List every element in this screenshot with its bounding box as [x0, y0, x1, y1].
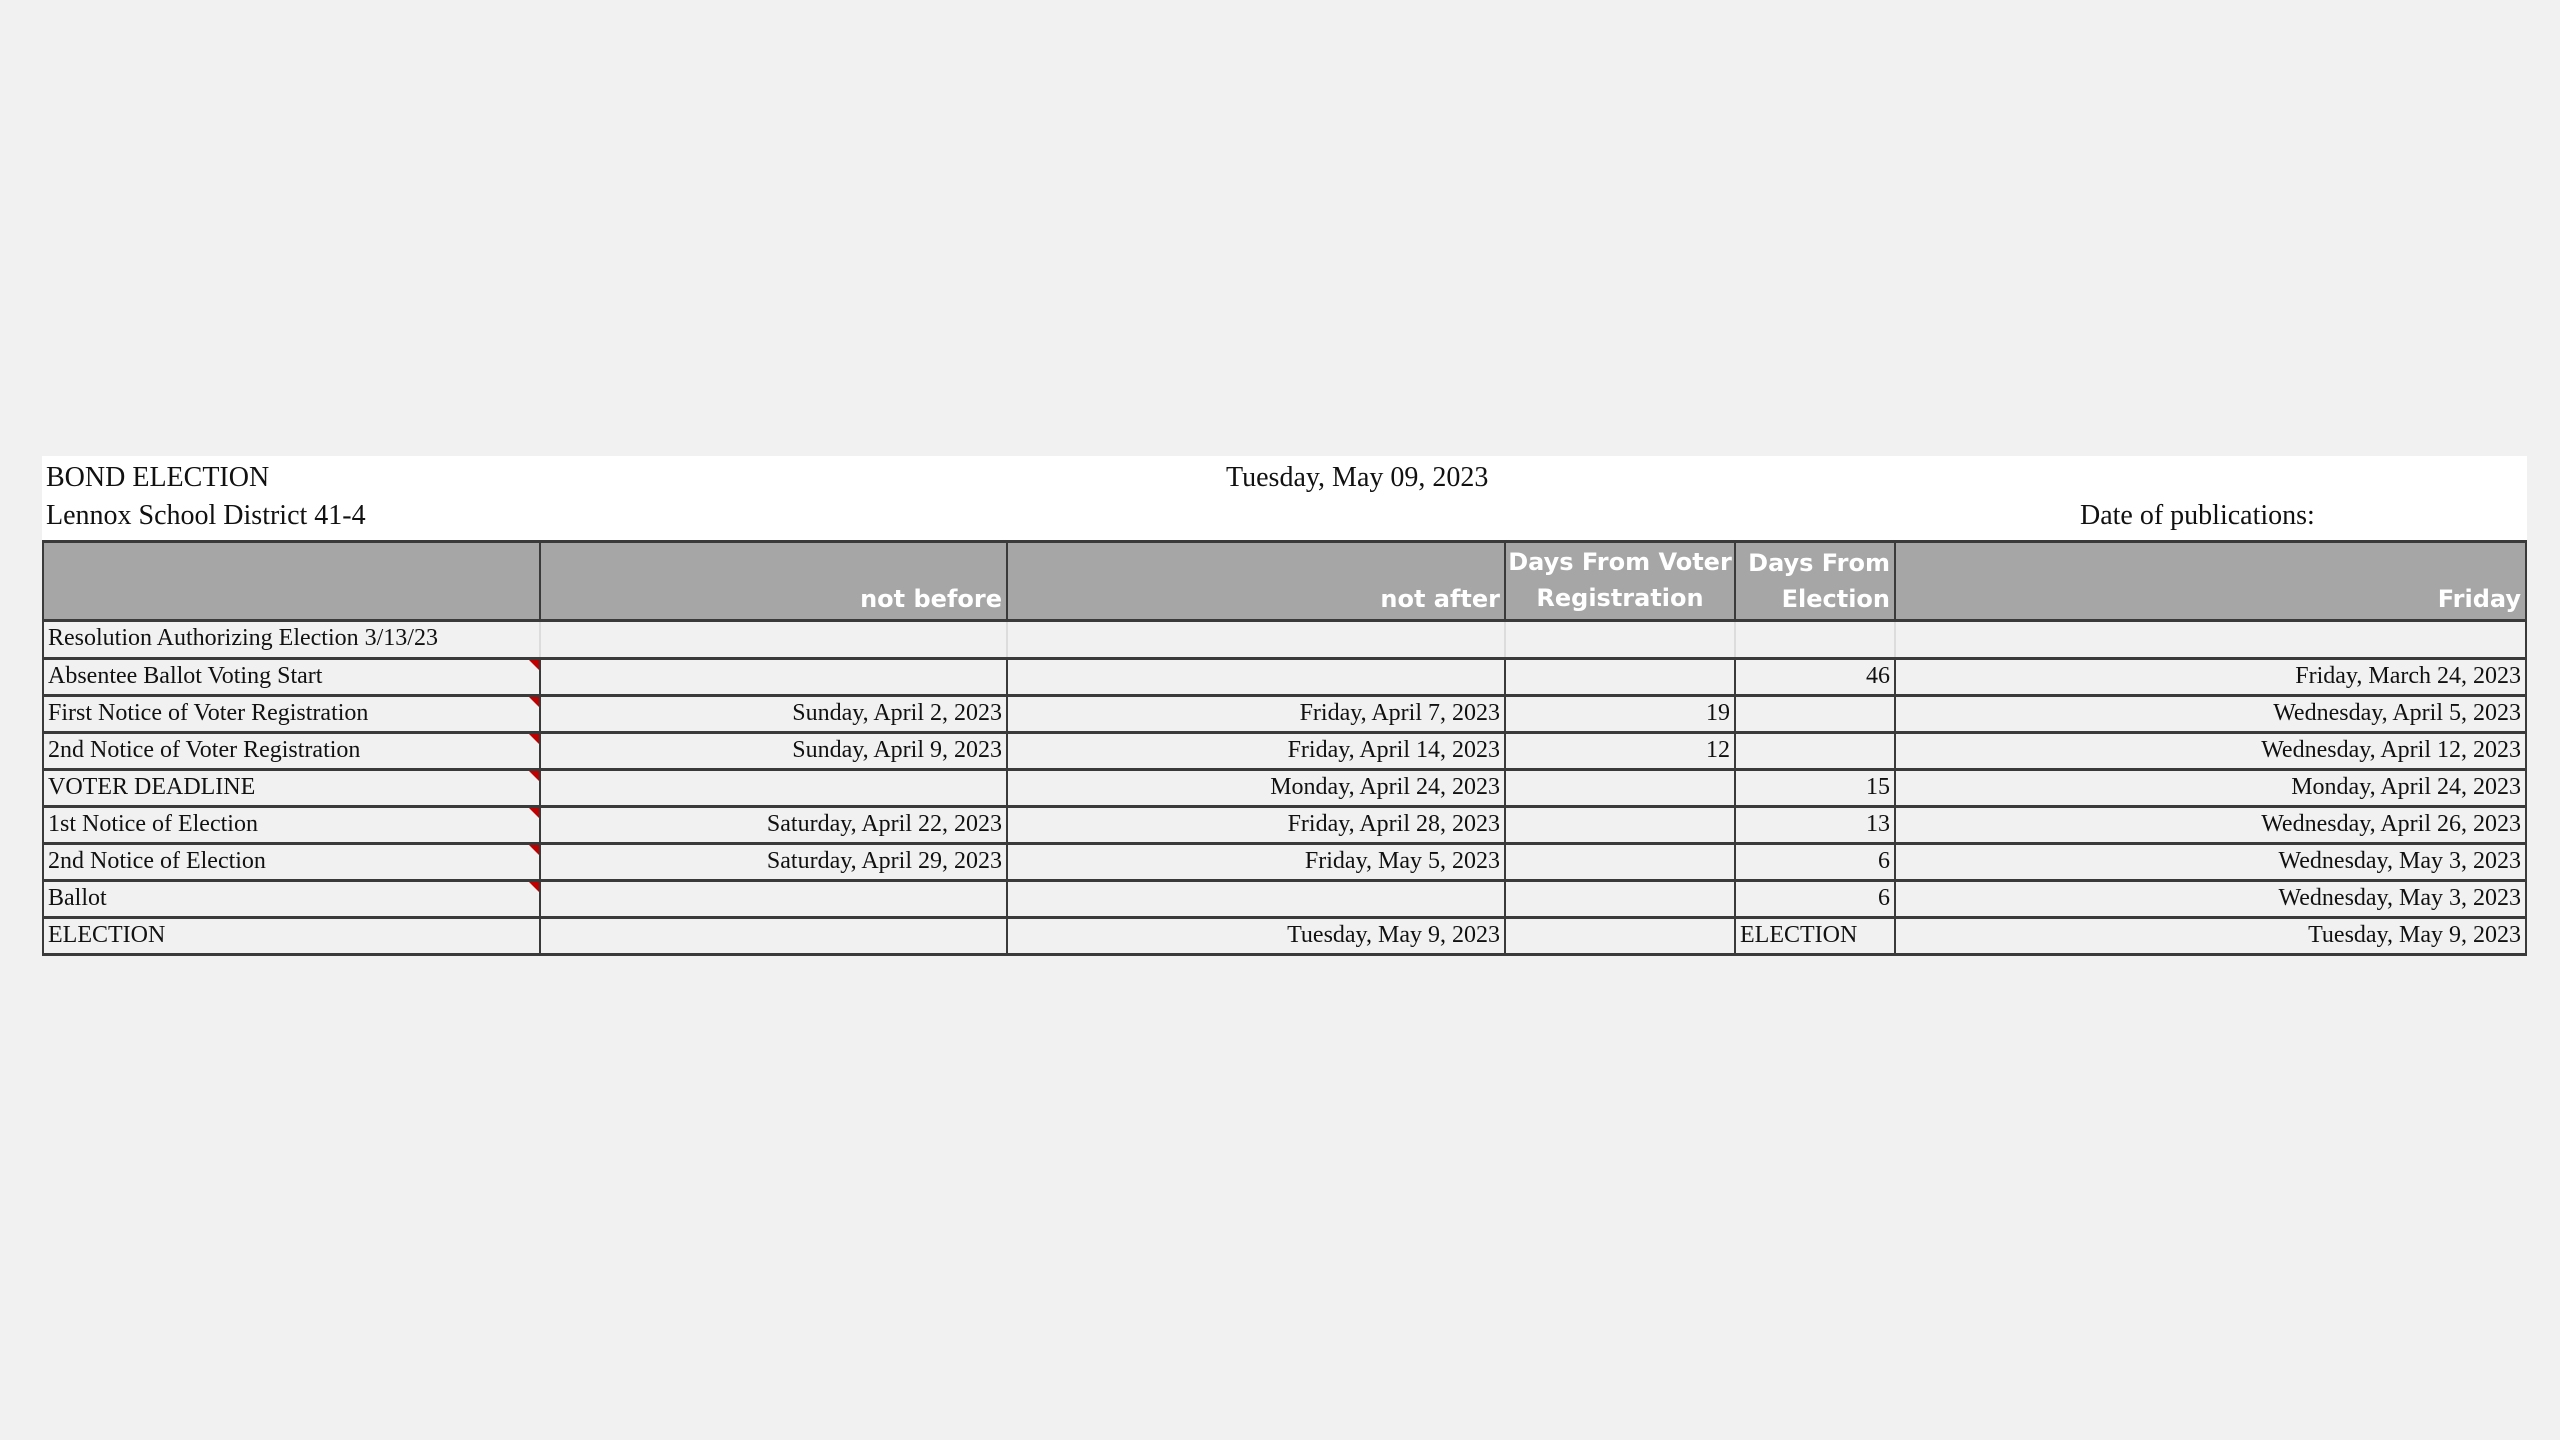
comment-indicator-icon[interactable]: [529, 845, 539, 855]
not-before-cell[interactable]: Saturday, April 22, 2023: [539, 808, 1006, 842]
publication-date-cell[interactable]: Friday, March 24, 2023: [1894, 660, 2527, 694]
not-after-cell[interactable]: Monday, April 24, 2023: [1006, 771, 1504, 805]
table-row: [42, 919, 2527, 956]
days-voter-cell[interactable]: [1504, 882, 1734, 916]
not-after-cell[interactable]: Friday, April 14, 2023: [1006, 734, 1504, 768]
days-election-cell[interactable]: [1734, 734, 1894, 768]
column-header-days-voter[interactable]: Days From Voter Registration: [1504, 543, 1734, 619]
table-row: [42, 845, 2527, 882]
task-cell[interactable]: 2nd Notice of Voter Registration: [42, 734, 539, 768]
table-row: [42, 771, 2527, 808]
table-cell[interactable]: [1006, 622, 1504, 657]
days-voter-cell[interactable]: [1504, 808, 1734, 842]
table-cell[interactable]: [539, 622, 1006, 657]
not-after-cell[interactable]: Tuesday, May 9, 2023: [1006, 919, 1504, 953]
comment-indicator-icon[interactable]: [529, 882, 539, 892]
not-after-cell[interactable]: Friday, April 28, 2023: [1006, 808, 1504, 842]
days-voter-cell[interactable]: [1504, 771, 1734, 805]
comment-indicator-icon[interactable]: [529, 660, 539, 670]
district-name: Lennox School District 41-4: [46, 500, 366, 531]
task-cell[interactable]: First Notice of Voter Registration: [42, 697, 539, 731]
column-header-not-before[interactable]: not before: [539, 543, 1006, 619]
days-election-cell[interactable]: 15: [1734, 771, 1894, 805]
table-row: [42, 734, 2527, 771]
not-after-cell[interactable]: Friday, May 5, 2023: [1006, 845, 1504, 879]
days-voter-cell[interactable]: 19: [1504, 697, 1734, 731]
table-row: [42, 882, 2527, 919]
publication-date-cell[interactable]: Wednesday, April 5, 2023: [1894, 697, 2527, 731]
not-after-cell[interactable]: [1006, 882, 1504, 916]
table-header-row: [42, 540, 2527, 622]
publications-label: Date of publications:: [2080, 500, 2315, 531]
task-cell[interactable]: 2nd Notice of Election: [42, 845, 539, 879]
not-before-cell[interactable]: [539, 771, 1006, 805]
task-cell[interactable]: Absentee Ballot Voting Start: [42, 660, 539, 694]
not-before-cell[interactable]: Sunday, April 2, 2023: [539, 697, 1006, 731]
publication-date-cell[interactable]: Wednesday, May 3, 2023: [1894, 882, 2527, 916]
not-before-cell[interactable]: Sunday, April 9, 2023: [539, 734, 1006, 768]
table-row: [42, 697, 2527, 734]
document-title: BOND ELECTION: [46, 462, 270, 493]
publication-date-cell[interactable]: Wednesday, April 26, 2023: [1894, 808, 2527, 842]
days-election-cell[interactable]: 46: [1734, 660, 1894, 694]
not-before-cell[interactable]: Saturday, April 29, 2023: [539, 845, 1006, 879]
days-election-cell[interactable]: ELECTION: [1734, 919, 1894, 953]
days-election-cell[interactable]: 6: [1734, 882, 1894, 916]
not-after-cell[interactable]: Friday, April 7, 2023: [1006, 697, 1504, 731]
publication-date-cell[interactable]: Monday, April 24, 2023: [1894, 771, 2527, 805]
table-row: [42, 808, 2527, 845]
table-cell[interactable]: [1894, 622, 2527, 657]
title-area: [42, 456, 2527, 540]
days-election-cell[interactable]: 13: [1734, 808, 1894, 842]
days-voter-cell[interactable]: [1504, 845, 1734, 879]
table-cell[interactable]: [1504, 622, 1734, 657]
publication-date-cell[interactable]: Wednesday, April 12, 2023: [1894, 734, 2527, 768]
spreadsheet: [42, 456, 2527, 956]
schedule-table: [42, 540, 2527, 956]
task-cell[interactable]: Ballot: [42, 882, 539, 916]
task-cell[interactable]: 1st Notice of Election: [42, 808, 539, 842]
task-cell[interactable]: ELECTION: [42, 919, 539, 953]
days-voter-cell[interactable]: [1504, 919, 1734, 953]
table-row: [42, 660, 2527, 697]
resolution-cell[interactable]: Resolution Authorizing Election 3/13/23: [42, 622, 539, 657]
comment-indicator-icon[interactable]: [529, 734, 539, 744]
column-header-days-election[interactable]: Days From Election: [1734, 543, 1894, 619]
days-voter-cell[interactable]: 12: [1504, 734, 1734, 768]
subheader-row: [42, 622, 2527, 660]
not-before-cell[interactable]: [539, 882, 1006, 916]
comment-indicator-icon[interactable]: [529, 771, 539, 781]
days-election-cell[interactable]: [1734, 697, 1894, 731]
column-header-task[interactable]: [42, 543, 539, 619]
publication-date-cell[interactable]: Wednesday, May 3, 2023: [1894, 845, 2527, 879]
days-election-cell[interactable]: 6: [1734, 845, 1894, 879]
column-header-not-after[interactable]: not after: [1006, 543, 1504, 619]
not-before-cell[interactable]: [539, 919, 1006, 953]
comment-indicator-icon[interactable]: [529, 697, 539, 707]
not-after-cell[interactable]: [1006, 660, 1504, 694]
election-date: Tuesday, May 09, 2023: [1226, 462, 1489, 493]
column-header-friday[interactable]: Friday: [1894, 543, 2527, 619]
task-cell[interactable]: VOTER DEADLINE: [42, 771, 539, 805]
comment-indicator-icon[interactable]: [529, 808, 539, 818]
days-voter-cell[interactable]: [1504, 660, 1734, 694]
publication-date-cell[interactable]: Tuesday, May 9, 2023: [1894, 919, 2527, 953]
table-cell[interactable]: [1734, 622, 1894, 657]
not-before-cell[interactable]: [539, 660, 1006, 694]
